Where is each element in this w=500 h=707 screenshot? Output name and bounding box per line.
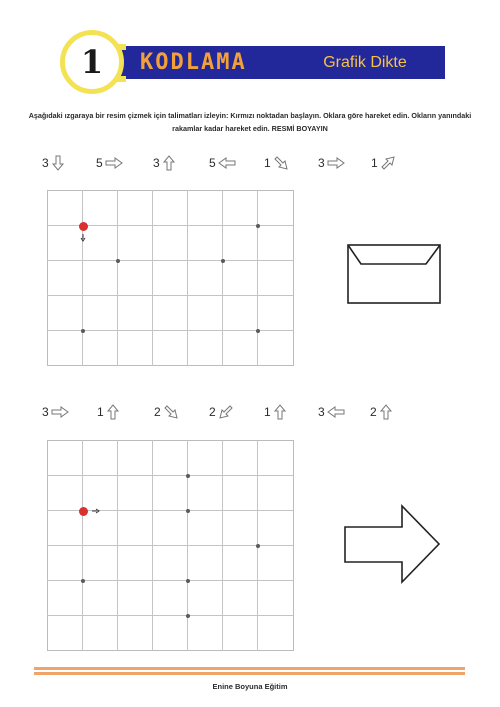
block-arrow-right-icon — [342, 503, 442, 587]
step-count: 1 — [264, 405, 271, 419]
step-count: 1 — [264, 156, 271, 170]
step-count: 3 — [42, 156, 49, 170]
grid-dot — [186, 614, 190, 618]
step — [153, 153, 176, 173]
step — [264, 153, 289, 173]
grid-dot — [186, 579, 190, 583]
step — [42, 153, 65, 173]
step — [154, 402, 179, 422]
page-title: KODLAMA — [140, 50, 247, 75]
envelope-icon — [347, 244, 443, 306]
step — [96, 153, 123, 173]
grid-dot — [116, 259, 120, 263]
step-count: 3 — [153, 156, 160, 170]
badge-number: 1 — [80, 43, 104, 81]
footer-rule — [34, 672, 465, 675]
step — [209, 153, 236, 173]
start-direction-icon — [80, 234, 86, 242]
arrow-up-right-icon — [380, 155, 396, 171]
step — [209, 402, 234, 422]
grid-dot — [256, 224, 260, 228]
step — [371, 153, 396, 173]
grid-dot — [81, 579, 85, 583]
arrow-up-icon — [162, 155, 176, 171]
arrow-up-icon — [379, 404, 393, 420]
grid-dot — [221, 259, 225, 263]
arrow-right-icon — [327, 156, 345, 170]
step-count: 3 — [42, 405, 49, 419]
footer-text: Enine Boyuna Eğitim — [212, 682, 288, 691]
arrow-right-icon — [105, 156, 123, 170]
step-count: 2 — [154, 405, 161, 419]
step — [318, 153, 345, 173]
step-count: 2 — [370, 405, 377, 419]
step-count: 2 — [209, 405, 216, 419]
arrow-right-icon — [51, 405, 69, 419]
puzzle1-grid[interactable] — [47, 190, 295, 367]
header — [0, 0, 500, 100]
grid-dot — [186, 474, 190, 478]
step-count: 5 — [209, 156, 216, 170]
puzzle2-steps — [28, 402, 472, 422]
grid-dot — [256, 329, 260, 333]
step-count: 5 — [96, 156, 103, 170]
step — [97, 402, 120, 422]
footer-rule — [34, 667, 465, 670]
step-count: 3 — [318, 156, 325, 170]
grid-dot — [81, 329, 85, 333]
arrow-down-right-icon — [273, 155, 289, 171]
step — [42, 402, 69, 422]
start-dot — [79, 507, 88, 516]
arrow-left-icon — [327, 405, 345, 419]
step-count: 1 — [97, 405, 104, 419]
step-count: 1 — [371, 156, 378, 170]
arrow-left-icon — [218, 156, 236, 170]
arrow-up-icon — [106, 404, 120, 420]
instructions: Aşağıdaki ızgaraya bir resim çizmek için talimatları izleyin: Kırmızı noktadan başlayın. Oklara göre hareket edin. Okların yanındaki rakamlar kadar hareket edin. RESMİ BOYAYIN — [28, 111, 472, 133]
step-count: 3 — [318, 405, 325, 419]
step — [318, 402, 345, 422]
arrow-down-icon — [51, 155, 65, 171]
step — [370, 402, 393, 422]
step — [264, 402, 287, 422]
arrow-down-left-icon — [218, 404, 234, 420]
page-subtitle: Grafik Dikte — [323, 54, 407, 71]
start-dot — [79, 222, 88, 231]
grid-dot — [256, 544, 260, 548]
arrow-up-icon — [273, 404, 287, 420]
grid-dot — [186, 509, 190, 513]
start-direction-icon — [92, 508, 100, 514]
puzzle1-steps — [28, 153, 472, 173]
arrow-down-right-icon — [163, 404, 179, 420]
